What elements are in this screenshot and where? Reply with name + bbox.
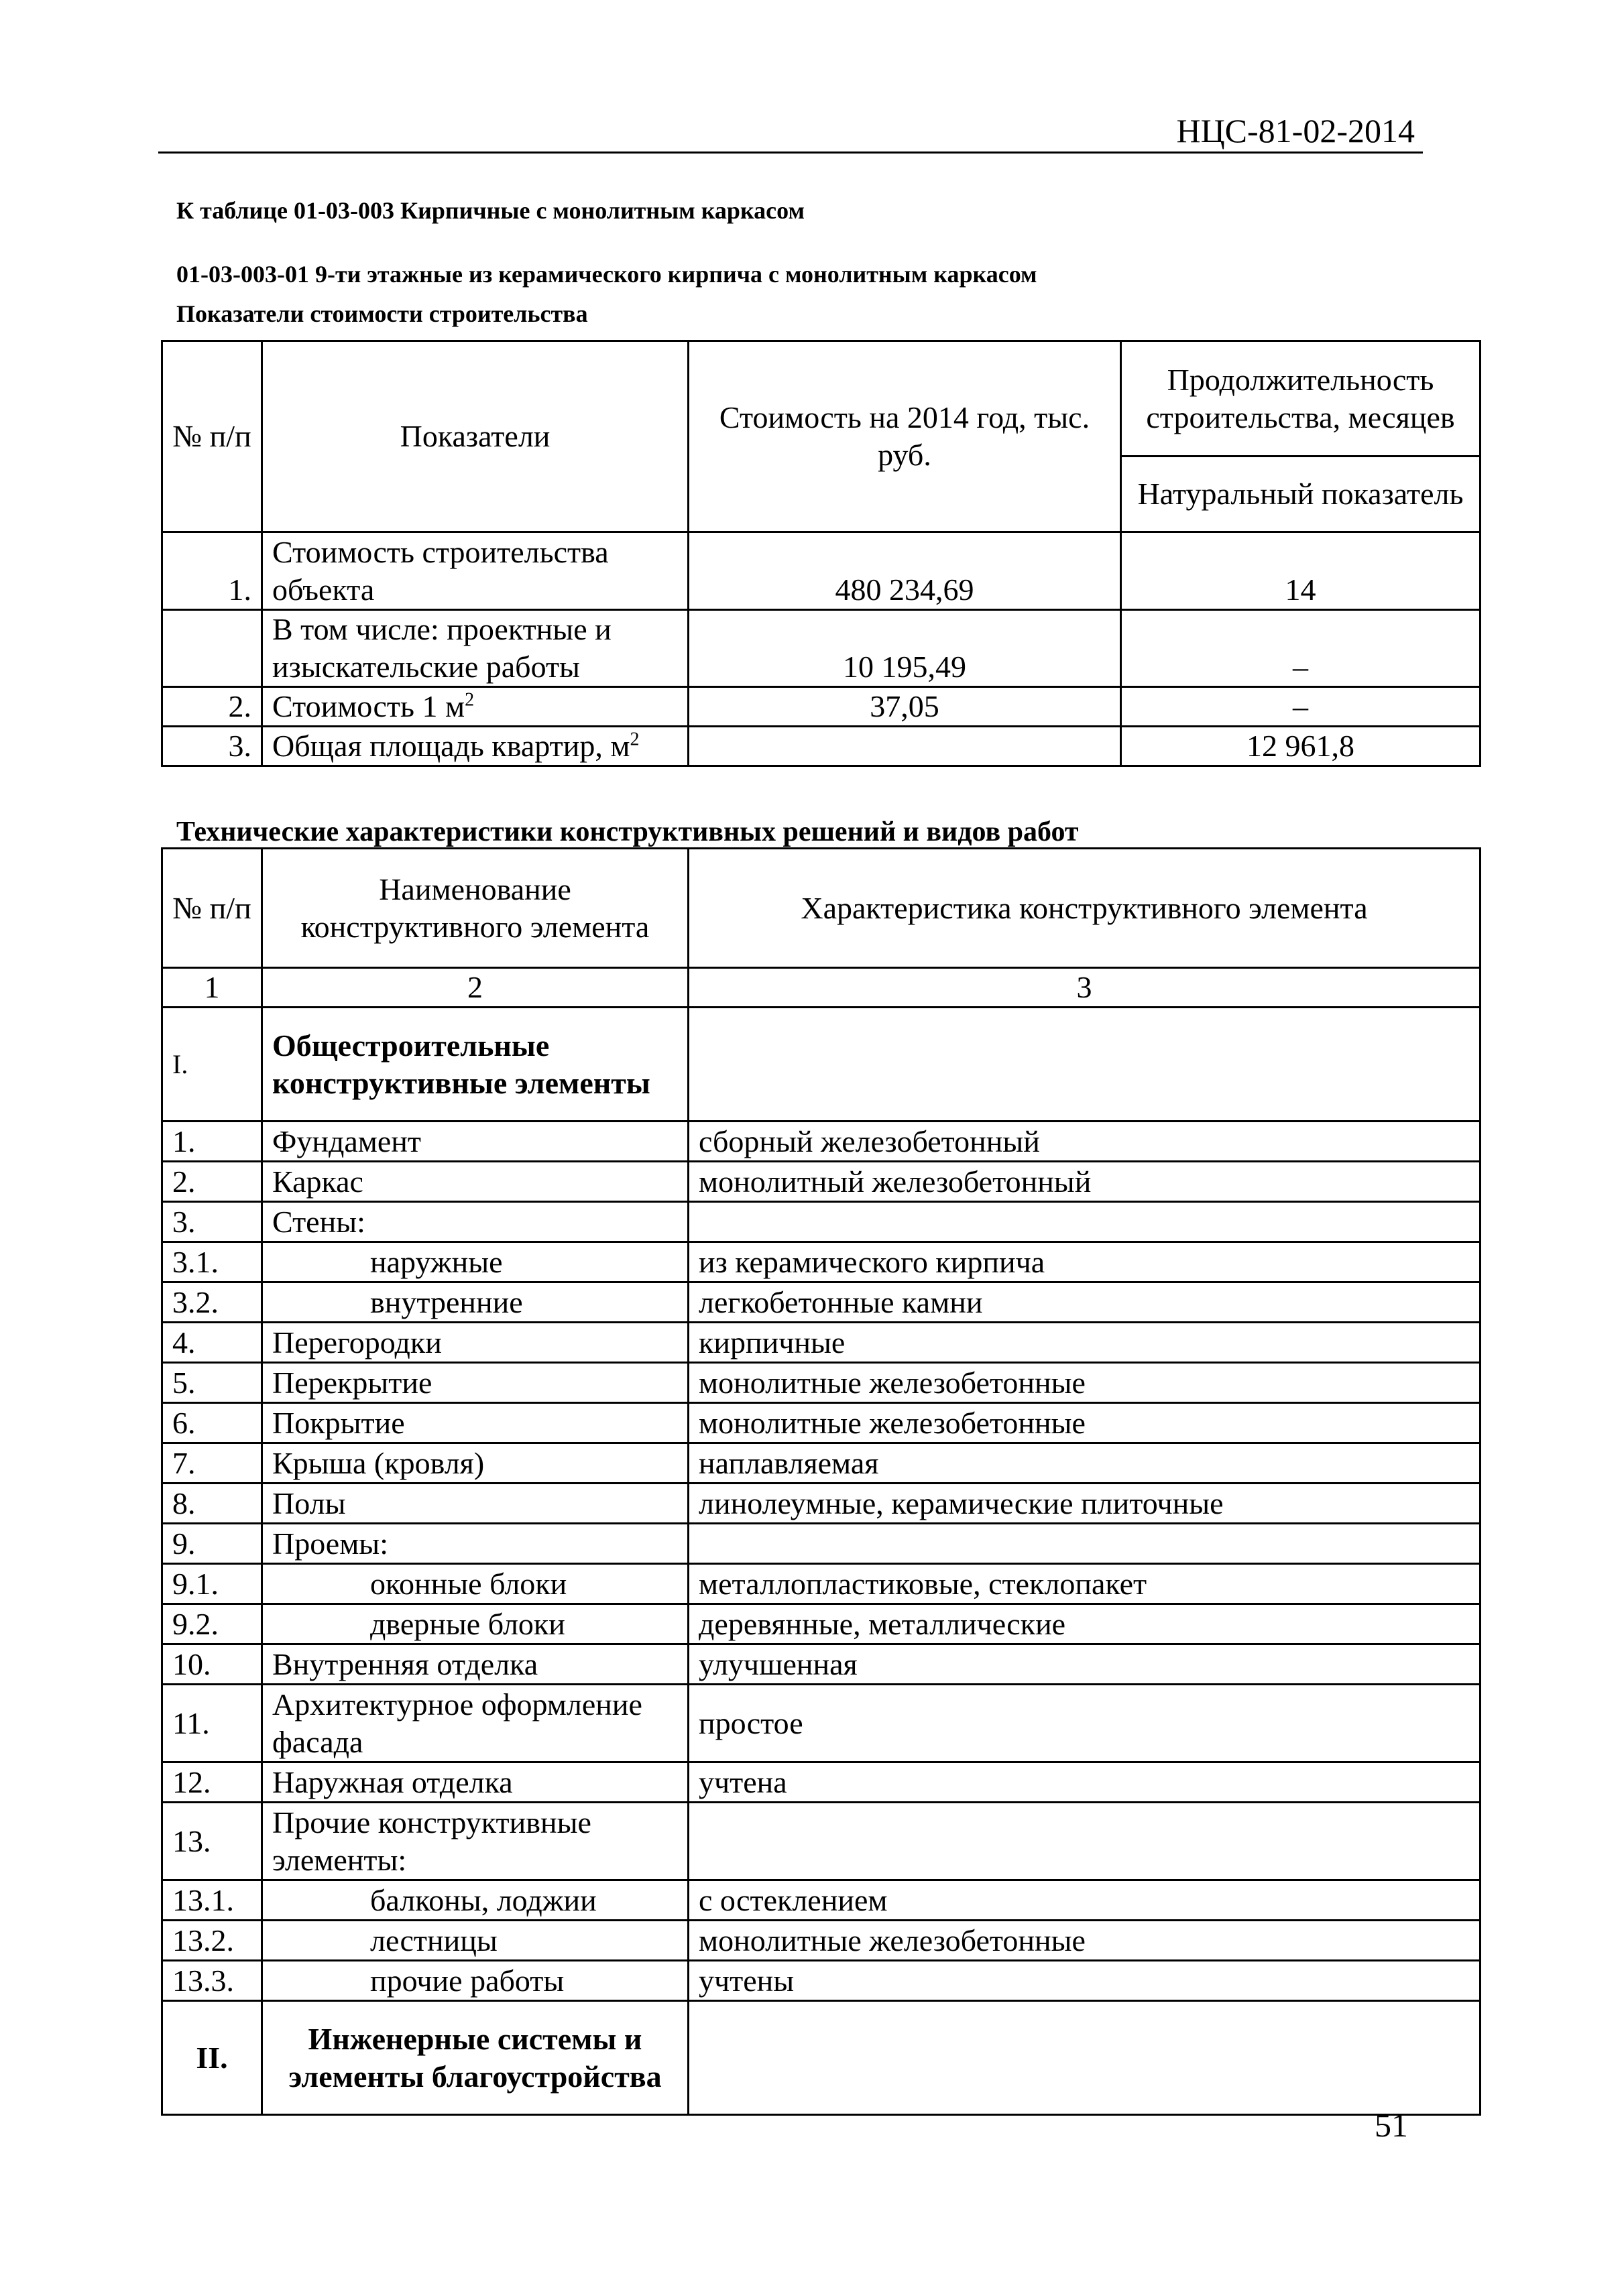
tech-row-num: 5. bbox=[162, 1363, 262, 1403]
tech-row-num: I. bbox=[162, 1008, 262, 1122]
tech-row-num: 2. bbox=[162, 1162, 262, 1202]
cost-header-natural: Натуральный показатель bbox=[1121, 457, 1481, 532]
tech-row-name: Архитектурное оформление фасада bbox=[262, 1685, 689, 1762]
tech-row-num: 7. bbox=[162, 1443, 262, 1484]
table-row bbox=[162, 727, 1481, 766]
cost-row-indicator-cell bbox=[262, 687, 689, 727]
tech-row-name: Прочие конструктивные элементы: bbox=[262, 1803, 689, 1880]
tech-row-name: балконы, лоджии bbox=[262, 1880, 689, 1921]
table-row bbox=[162, 1008, 1481, 1122]
tech-row-char: учтена bbox=[689, 1762, 1481, 1803]
tech-header-num: № п/п bbox=[162, 849, 262, 968]
cost-indicators-table bbox=[161, 340, 1481, 767]
tech-row-char bbox=[689, 1524, 1481, 1564]
tech-row-num: 13.2. bbox=[162, 1921, 262, 1961]
tech-row-num: 9.1. bbox=[162, 1564, 262, 1604]
tech-row-char: кирпичные bbox=[689, 1323, 1481, 1363]
cost-row-cost: 480 234,69 bbox=[689, 532, 1121, 610]
table-heading: К таблице 01-03-003 Кирпичные с монолитным каркасом bbox=[176, 197, 805, 224]
cost-row-indicator: В том числе: проектные и изыскательские работы bbox=[262, 610, 689, 687]
tech-row-name: Покрытие bbox=[262, 1403, 689, 1443]
tech-row-char bbox=[689, 1008, 1481, 1122]
tech-header-char: Характеристика конструктивного элемента bbox=[689, 849, 1481, 968]
cost-header-num: № п/п bbox=[162, 341, 262, 532]
cost-row-cost: 37,05 bbox=[689, 687, 1121, 727]
table-row bbox=[162, 1162, 1481, 1202]
tech-row-name: Полы bbox=[262, 1484, 689, 1524]
tech-row-name: Общестроительные конструктивные элементы bbox=[262, 1008, 689, 1122]
tech-row-num: 10. bbox=[162, 1644, 262, 1685]
table-row bbox=[162, 1961, 1481, 2001]
table-row bbox=[162, 1202, 1481, 1242]
table-row bbox=[162, 1803, 1481, 1880]
tech-row-char: учтены bbox=[689, 1961, 1481, 2001]
cost-row-indicator: Стоимость 1 м bbox=[272, 689, 465, 723]
superscript: 2 bbox=[630, 729, 640, 750]
tech-row-name: Инженерные системы и элементы благоустройства bbox=[262, 2001, 689, 2115]
tech-row-name: наружные bbox=[262, 1242, 689, 1282]
tech-row-name: Крыша (кровля) bbox=[262, 1443, 689, 1484]
tech-row-num: 12. bbox=[162, 1762, 262, 1803]
tech-row-char: с остеклением bbox=[689, 1880, 1481, 1921]
cost-row-num: 1. bbox=[162, 532, 262, 610]
cost-row-indicator: Стоимость строительства объекта bbox=[262, 532, 689, 610]
column-number: 1 bbox=[162, 968, 262, 1008]
table-row bbox=[162, 1122, 1481, 1162]
cost-row-natural: 14 bbox=[1121, 532, 1481, 610]
table-row bbox=[162, 1762, 1481, 1803]
cost-row-num bbox=[162, 610, 262, 687]
table-row bbox=[162, 1323, 1481, 1363]
header-rule bbox=[158, 152, 1423, 154]
tech-row-name: прочие работы bbox=[262, 1961, 689, 2001]
page-number: 51 bbox=[1375, 2106, 1408, 2144]
cost-row-indicator: Общая площадь квартир, м bbox=[272, 729, 630, 763]
table-row bbox=[162, 610, 1481, 687]
tech-row-char: из керамического кирпича bbox=[689, 1242, 1481, 1282]
tech-row-num: 4. bbox=[162, 1323, 262, 1363]
superscript: 2 bbox=[465, 689, 475, 711]
tech-row-name: Проемы: bbox=[262, 1524, 689, 1564]
cost-row-num: 2. bbox=[162, 687, 262, 727]
tech-row-char: сборный железобетонный bbox=[689, 1122, 1481, 1162]
tech-row-num: 3.1. bbox=[162, 1242, 262, 1282]
table-row bbox=[162, 687, 1481, 727]
indicators-heading: Показатели стоимости строительства bbox=[176, 300, 588, 327]
tech-row-num: 1. bbox=[162, 1122, 262, 1162]
tech-row-name: Внутренняя отделка bbox=[262, 1644, 689, 1685]
column-number: 2 bbox=[262, 968, 689, 1008]
table-row bbox=[162, 1644, 1481, 1685]
tech-row-num: 13. bbox=[162, 1803, 262, 1880]
tech-row-name: Каркас bbox=[262, 1162, 689, 1202]
tech-row-char: монолитные железобетонные bbox=[689, 1403, 1481, 1443]
tech-row-char: металлопластиковые, стеклопакет bbox=[689, 1564, 1481, 1604]
tech-row-char: наплавляемая bbox=[689, 1443, 1481, 1484]
tech-row-char bbox=[689, 1202, 1481, 1242]
tech-row-num: 6. bbox=[162, 1403, 262, 1443]
tech-row-num: 13.3. bbox=[162, 1961, 262, 2001]
tech-row-num: 3.2. bbox=[162, 1282, 262, 1323]
tech-row-name: Стены: bbox=[262, 1202, 689, 1242]
tech-row-name: Перекрытие bbox=[262, 1363, 689, 1403]
tech-row-name: внутренние bbox=[262, 1282, 689, 1323]
tech-row-name: Фундамент bbox=[262, 1122, 689, 1162]
tech-row-char: легкобетонные камни bbox=[689, 1282, 1481, 1323]
table-row bbox=[162, 1484, 1481, 1524]
tech-row-num: 3. bbox=[162, 1202, 262, 1242]
table-row bbox=[162, 532, 1481, 610]
cost-row-natural: – bbox=[1121, 687, 1481, 727]
cost-row-cost bbox=[689, 727, 1121, 766]
tech-row-char: простое bbox=[689, 1685, 1481, 1762]
table-row bbox=[162, 1242, 1481, 1282]
tech-row-num: II. bbox=[162, 2001, 262, 2115]
tech-row-name: лестницы bbox=[262, 1921, 689, 1961]
tech-row-name: дверные блоки bbox=[262, 1604, 689, 1644]
cost-row-cost: 10 195,49 bbox=[689, 610, 1121, 687]
tech-row-char: монолитный железобетонный bbox=[689, 1162, 1481, 1202]
tech-row-num: 9.2. bbox=[162, 1604, 262, 1644]
tech-row-num: 9. bbox=[162, 1524, 262, 1564]
tech-row-char bbox=[689, 1803, 1481, 1880]
table-row bbox=[162, 1880, 1481, 1921]
tech-header-name: Наименование конструктивного элемента bbox=[262, 849, 689, 968]
tech-characteristics-table bbox=[161, 847, 1481, 2116]
tech-row-char: улучшенная bbox=[689, 1644, 1481, 1685]
tech-characteristics-title: Технические характеристики конструктивных решений и видов работ bbox=[176, 817, 1079, 847]
tech-row-name: Перегородки bbox=[262, 1323, 689, 1363]
table-row bbox=[162, 1363, 1481, 1403]
cost-row-natural: 12 961,8 bbox=[1121, 727, 1481, 766]
table-row bbox=[162, 1282, 1481, 1323]
cost-row-indicator-cell bbox=[262, 727, 689, 766]
document-code: НЦС-81-02-2014 bbox=[1176, 112, 1415, 149]
table-row bbox=[162, 1921, 1481, 1961]
subtable-heading: 01-03-003-01 9-ти этажные из керамического кирпича с монолитным каркасом bbox=[176, 261, 1037, 288]
table-row bbox=[162, 1403, 1481, 1443]
tech-row-char: монолитные железобетонные bbox=[689, 1921, 1481, 1961]
cost-header-duration: Продолжительность строительства, месяцев bbox=[1121, 341, 1481, 457]
cost-header-cost: Стоимость на 2014 год, тыс. руб. bbox=[689, 341, 1121, 532]
cost-row-num: 3. bbox=[162, 727, 262, 766]
table-row bbox=[162, 2001, 1481, 2115]
table-row bbox=[162, 1564, 1481, 1604]
table-row bbox=[162, 1604, 1481, 1644]
tech-row-num: 11. bbox=[162, 1685, 262, 1762]
tech-row-char: монолитные железобетонные bbox=[689, 1363, 1481, 1403]
tech-row-num: 8. bbox=[162, 1484, 262, 1524]
tech-row-name: оконные блоки bbox=[262, 1564, 689, 1604]
tech-row-char: линолеумные, керамические плиточные bbox=[689, 1484, 1481, 1524]
table-row bbox=[162, 1443, 1481, 1484]
tech-row-name: Наружная отделка bbox=[262, 1762, 689, 1803]
tech-row-num: 13.1. bbox=[162, 1880, 262, 1921]
cost-row-natural: – bbox=[1121, 610, 1481, 687]
table-row bbox=[162, 1685, 1481, 1762]
tech-row-char: деревянные, металлические bbox=[689, 1604, 1481, 1644]
table-row bbox=[162, 1524, 1481, 1564]
cost-header-indicator: Показатели bbox=[262, 341, 689, 532]
column-number: 3 bbox=[689, 968, 1481, 1008]
tech-row-char bbox=[689, 2001, 1481, 2115]
